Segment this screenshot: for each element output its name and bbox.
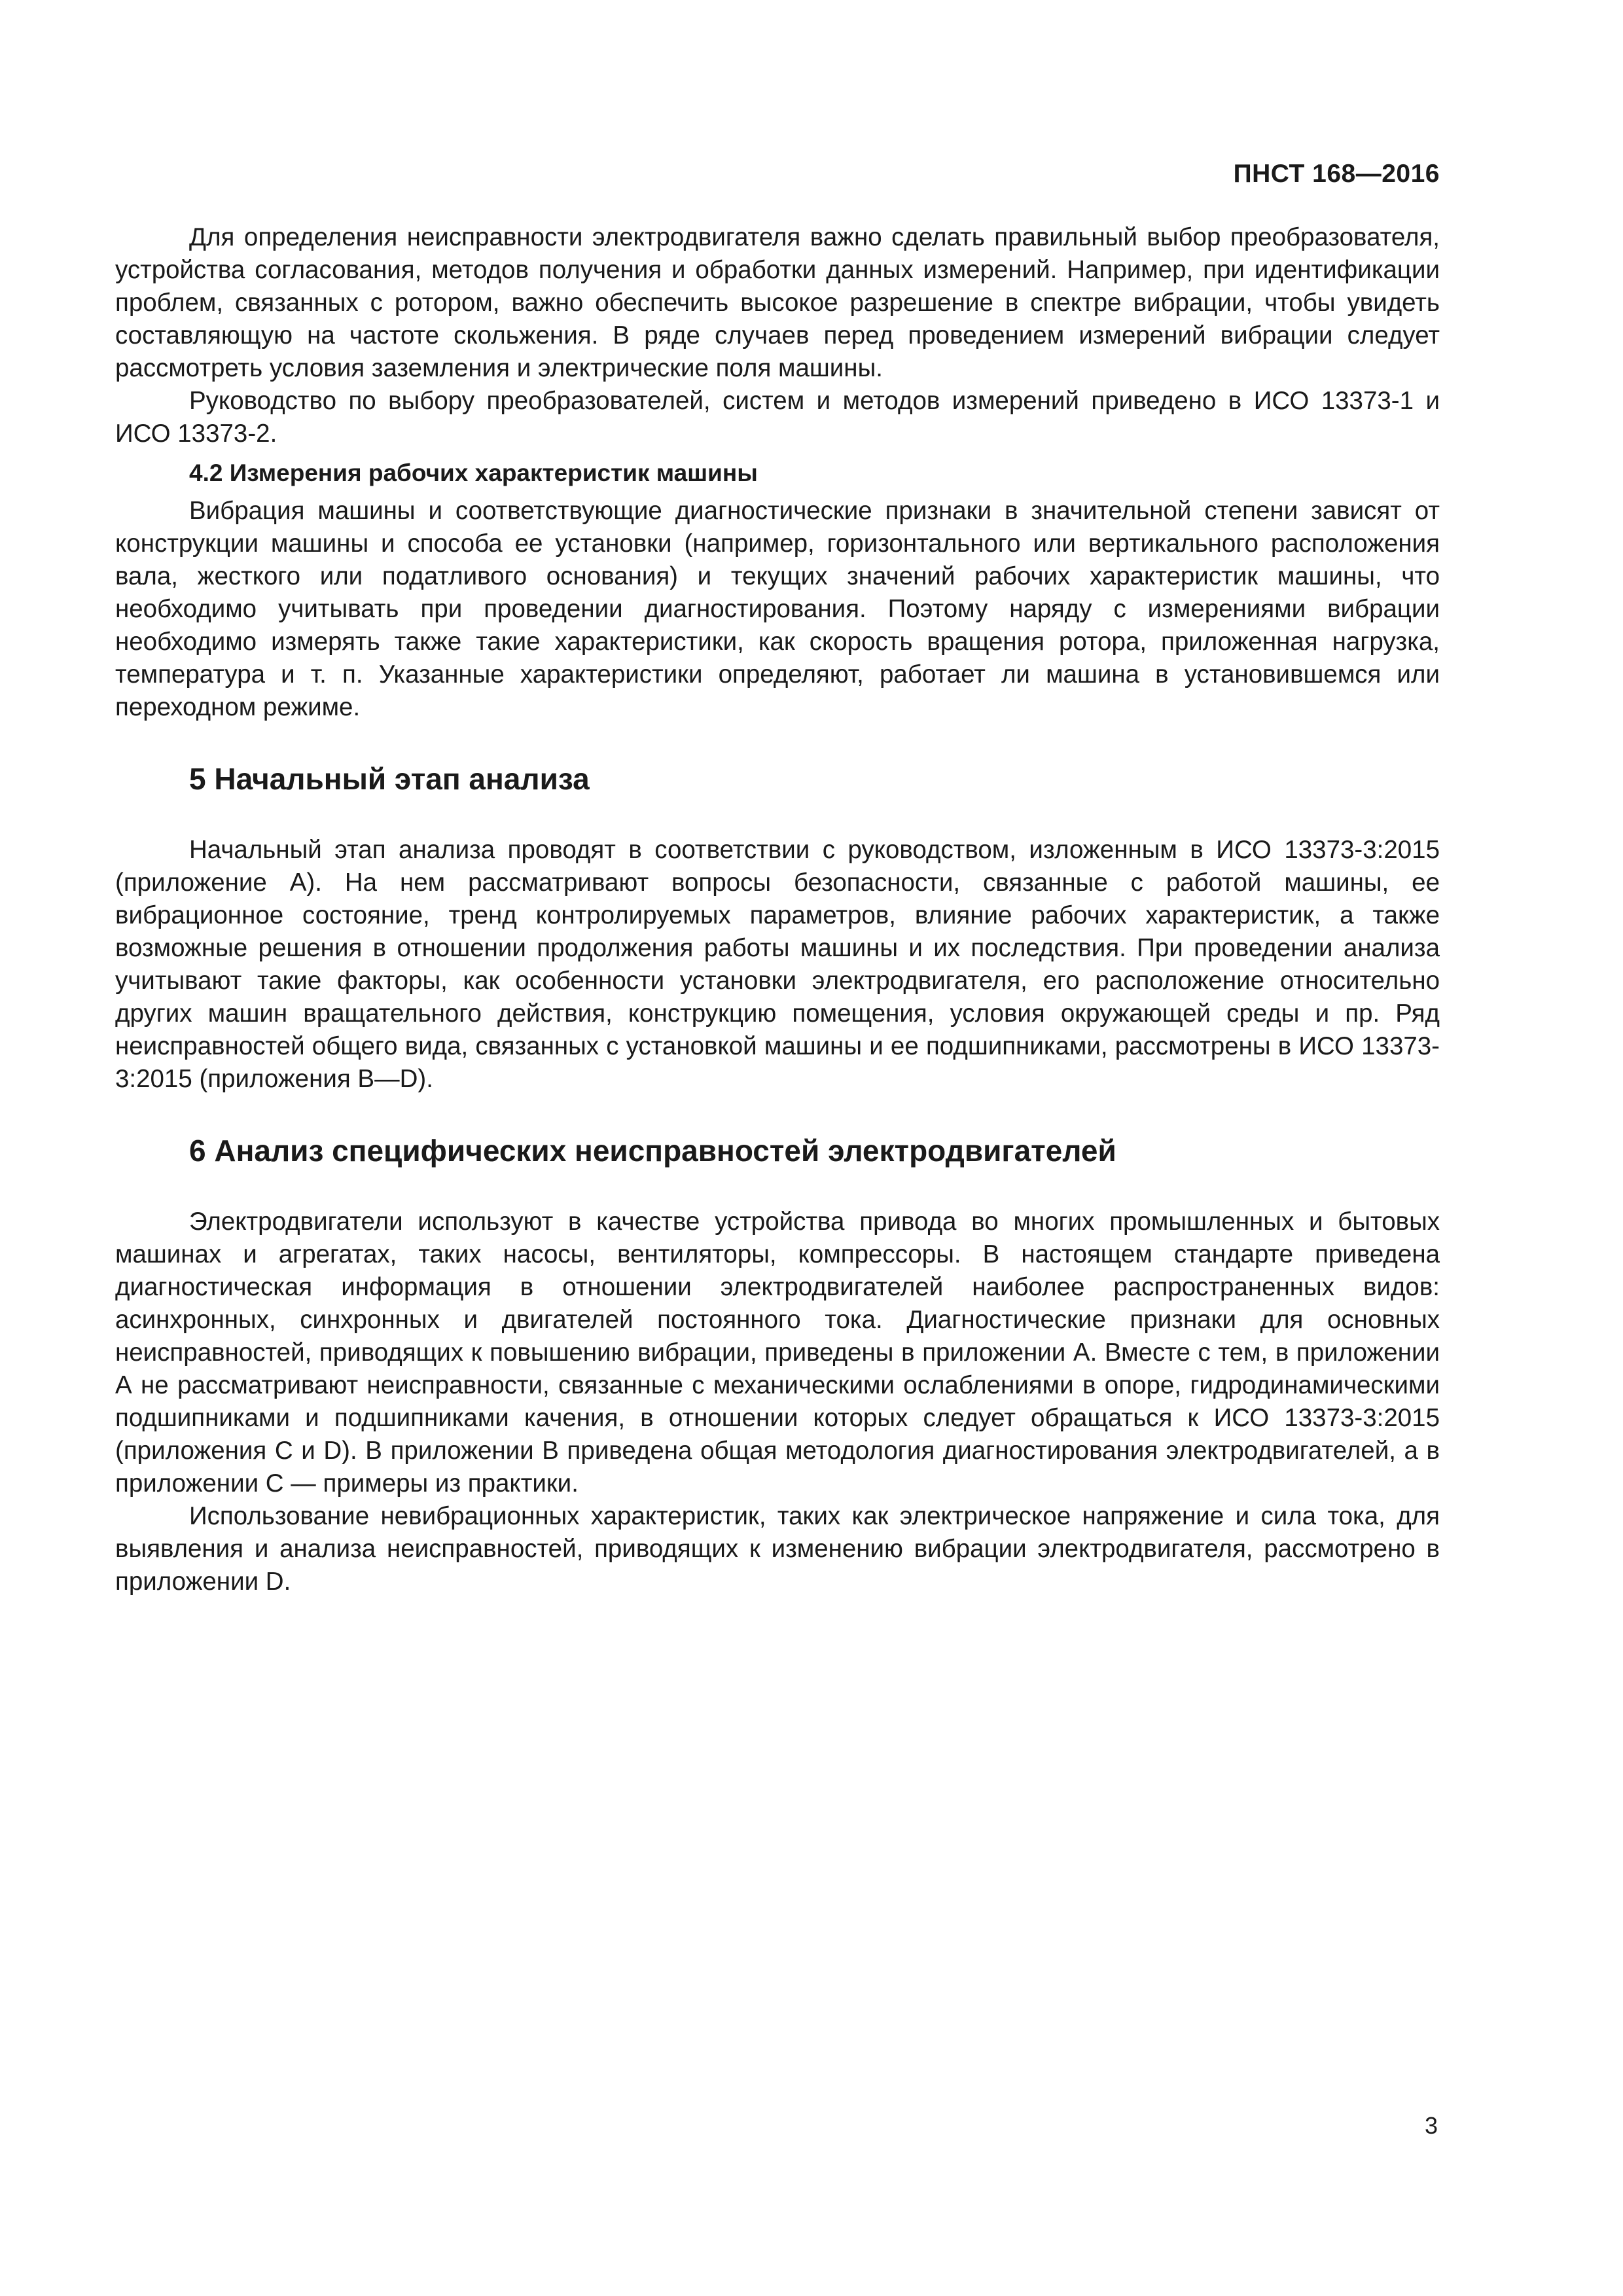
page-number: 3: [1424, 2112, 1438, 2139]
section-6-paragraph-2: Использование невибрационных характеристик, таких как электрическое напряжение и сила тока, для выявления и анализа неисправностей, приводящих к изменению вибрации электродвигателя, рассмотрено в приложении D.: [115, 1502, 1440, 1596]
document-code: ПНСТ 168—2016: [1233, 160, 1440, 188]
intro-paragraph-1: Для определения неисправности электродвигателя важно сделать правильный выбор преобразователя, устройства согласования, методов получения и обработки данных измерений. Например, при идентификации проблем, связанных с ротором, важно обеспечить высокое разрешение в спектре вибрации, чтобы увидеть составляющую на частоте скольжения. В ряде случаев перед проведением измерений вибрации следует рассмотреть условия заземления и электрические поля машины.: [115, 223, 1440, 382]
subsection-4-2-paragraph: Вибрация машины и соответствующие диагностические признаки в значительной степени зависят от конструкции машины и способа ее установки (например, горизонтального или вертикального расположения вала, жесткого или податливого основания) и текущих значений рабочих характеристик машины, что необходимо учитывать при проведении диагностирования. Поэтому наряду с измерениями вибрации необходимо измерять также такие характеристики, как скорость вращения ротора, приложенная нагрузка, температура и т. п. Указанные характеристики определяют, работает ли машина в установившемся или переходном режиме.: [115, 497, 1440, 721]
document-body: [115, 221, 1440, 1598]
subsection-4-2-title: 4.2 Измерения рабочих характеристик машины: [189, 459, 758, 486]
section-6-paragraph-1: Электродвигатели используют в качестве устройства привода во многих промышленных и бытовых машинах и агрегатах, таких насосы, вентиляторы, компрессоры. В настоящем стандарте приведена диагностическая информация в отношении электродвигателей наиболее распространенных видов: асинхронных, синхронных и двигателей постоянного тока. Диагностические признаки для основных неисправностей, приводящих к повышению вибрации, приведены в приложении А. Вместе с тем, в приложении А не рассматривают неисправности, связанные с механическими ослаблениями в опоре, гидродинамическими подшипниками и подшипниками качения, в отношении которых следует обращаться к ИСО 13373-3:2015 (приложения С и D). В приложении В приведена общая методология диагностирования электродвигателей, а в приложении С — примеры из практики.: [115, 1208, 1440, 1498]
section-6-title: 6 Анализ специфических неисправностей электродвигателей: [189, 1134, 1116, 1168]
section-5-title: 5 Начальный этап анализа: [189, 762, 590, 796]
intro-paragraph-2: Руководство по выбору преобразователей, систем и методов измерений приведено в ИСО 13373-1 и ИСО 13373-2.: [115, 387, 1440, 448]
section-5-paragraph: Начальный этап анализа проводят в соответствии с руководством, изложенным в ИСО 13373-3:2015 (приложение А). На нем рассматривают вопросы безопасности, связанные с работой машины, ее вибрационное состояние, тренд контролируемых параметров, влияние рабочих характеристик, а также возможные решения в отношении продолжения работы машины и их последствия. При проведении анализа учитывают такие факторы, как особенности установки электродвигателя, его расположение относительно других машин вращательного действия, конструкцию помещения, условия окружающей среды и пр. Ряд неисправностей общего вида, связанных с установкой машины и ее подшипниками, рассмотрены в ИСО 13373-3:2015 (приложения В—D).: [115, 836, 1440, 1093]
